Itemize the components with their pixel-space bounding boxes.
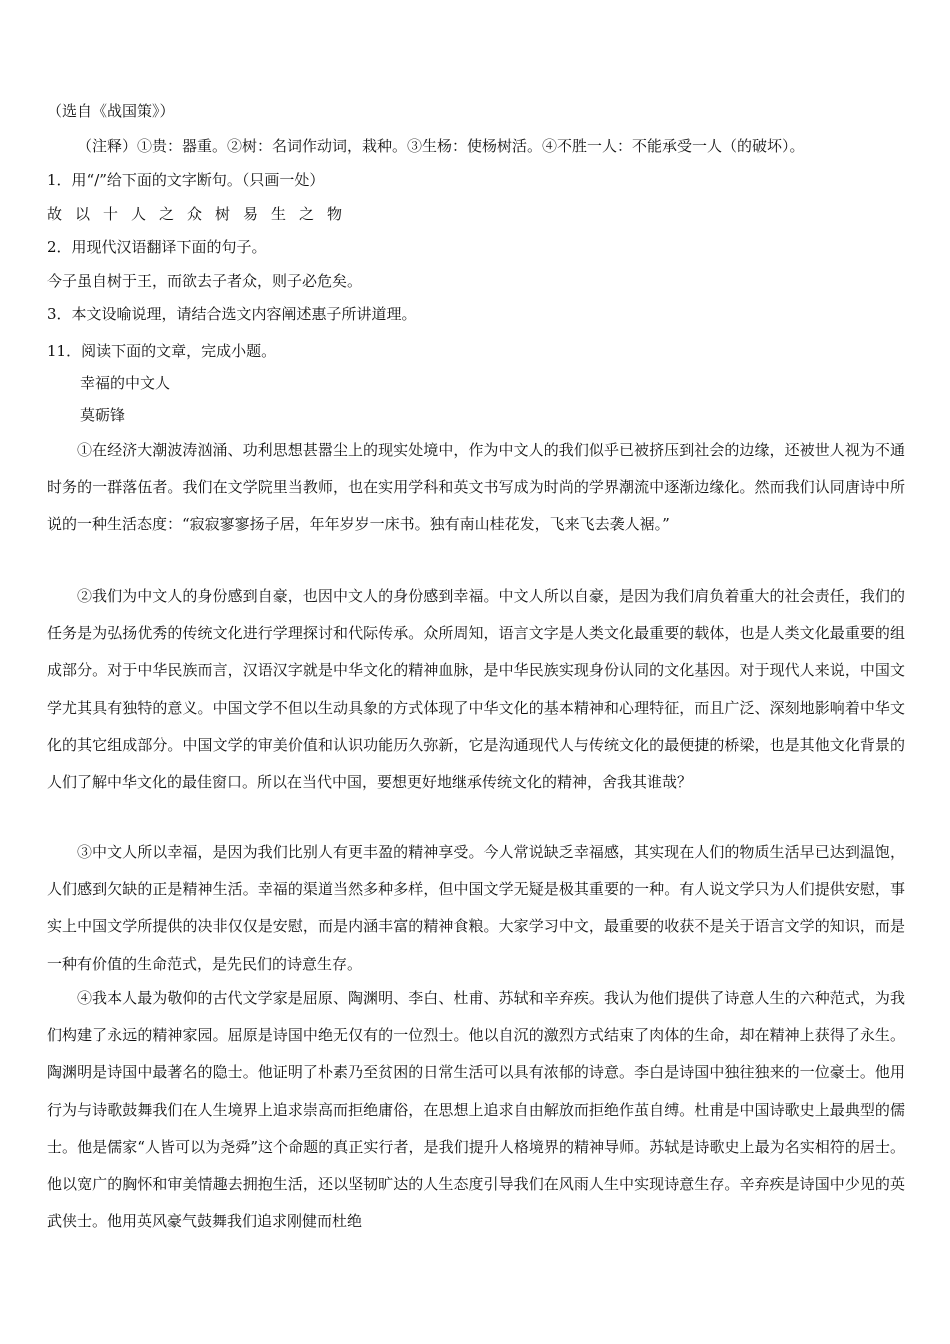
source-line: （选自《战国策》） [47, 102, 175, 120]
annotation: （注释）①贵：器重。②树：名词作动词，栽种。③生杨：使杨树活。④不胜一人：不能承受一人（的破坏）。 [77, 137, 805, 155]
article-author: 莫砺锋 [80, 406, 126, 424]
question-11-prompt: 11．阅读下面的文章，完成小题。 [47, 342, 277, 360]
question-1-text: 故以十人之众树易生之物 [47, 205, 356, 223]
article-title: 幸福的中文人 [80, 374, 171, 392]
question-3-prompt: 3．本文设喻说理，请结合选文内容阐述惠子所讲道理。 [47, 305, 417, 323]
article-paragraph-3: ③中文人所以幸福，是因为我们比别人有更丰盈的精神享受。今人常说缺乏幸福感，其实现在人们的物质生活早已达到温饱，人们感到欠缺的正是精神生活。幸福的渠道当然多种多样，但中国文学无疑是极其重要的一种。有人说文学只为人们提供安慰，事实上中国文学所提供的决非仅仅是安慰，而是内涵丰富的精神食粮。大家学习中文，最重要的收获不是关于语言文学的知识，而是一种有价值的生命范式，是先民们的诗意生存。 [47, 843, 905, 973]
article-paragraph-1: ①在经济大潮波涛汹涌、功利思想甚嚣尘上的现实处境中，作为中文人的我们似乎已被挤压到社会的边缘，还被世人视为不通时务的一群落伍者。我们在文学院里当教师，也在实用学科和英文书写成为时尚的学界潮流中逐渐边缘化。然而我们认同唐诗中所说的一种生活态度：“寂寂寥寥扬子居，年年岁岁一床书。独有南山桂花发，飞来飞去袭人裾。” [47, 441, 905, 534]
article-paragraph-2: ②我们为中文人的身份感到自豪，也因中文人的身份感到幸福。中文人所以自豪，是因为我们肩负着重大的社会责任，我们的任务是为弘扬优秀的传统文化进行学理探讨和代际传承。众所周知，语言文字是人类文化最重要的载体，也是人类文化最重要的组成部分。对于中华民族而言，汉语汉字就是中华文化的精神血脉，是中华民族实现身份认同的文化基因。对于现代人来说，中国文学尤其具有独特的意义。中国文学不但以生动具象的方式体现了中华文化的基本精神和心理特征，而且广泛、深刻地影响着中华文化的其它组成部分。中国文学的审美价值和认识功能历久弥新，它是沟通现代人与传统文化的最便捷的桥梁，也是其他文化背景的人们了解中华文化的最佳窗口。所以在当代中国，要想更好地继承传统文化的精神，舍我其谁哉？ [47, 587, 905, 792]
question-1-prompt: 1．用“/”给下面的文字断句。（只画一处） [47, 171, 325, 189]
article-paragraph-4: ④我本人最为敬仰的古代文学家是屈原、陶渊明、李白、杜甫、苏轼和辛弃疾。我认为他们提供了诗意人生的六种范式，为我们构建了永远的精神家园。屈原是诗国中绝无仅有的一位烈士。他以自沉的激烈方式结束了肉体的生命，却在精神上获得了永生。陶渊明是诗国中最著名的隐士。他证明了朴素乃至贫困的日常生活可以具有浓郁的诗意。李白是诗国中独往独来的一位豪士。他用行为与诗歌鼓舞我们在人生境界上追求崇高而拒绝庸俗，在思想上追求自由解放而拒绝作茧自缚。杜甫是中国诗歌史上最典型的儒士。他是儒家“人皆可以为尧舜”这个命题的真正实行者，是我们提升人格境界的精神导师。苏轼是诗歌史上最为名实相符的居士。他以宽广的胸怀和审美情趣去拥抱生活，还以坚韧旷达的人生态度引导我们在风雨人生中实现诗意生存。辛弃疾是诗国中少见的英武侠士。他用英风豪气鼓舞我们追求刚健而杜绝 [47, 989, 905, 1231]
question-2-prompt: 2．用现代汉语翻译下面的句子。 [47, 238, 267, 256]
question-2-text: 今子虽自树于王，而欲去子者众，则子必危矣。 [47, 272, 363, 290]
